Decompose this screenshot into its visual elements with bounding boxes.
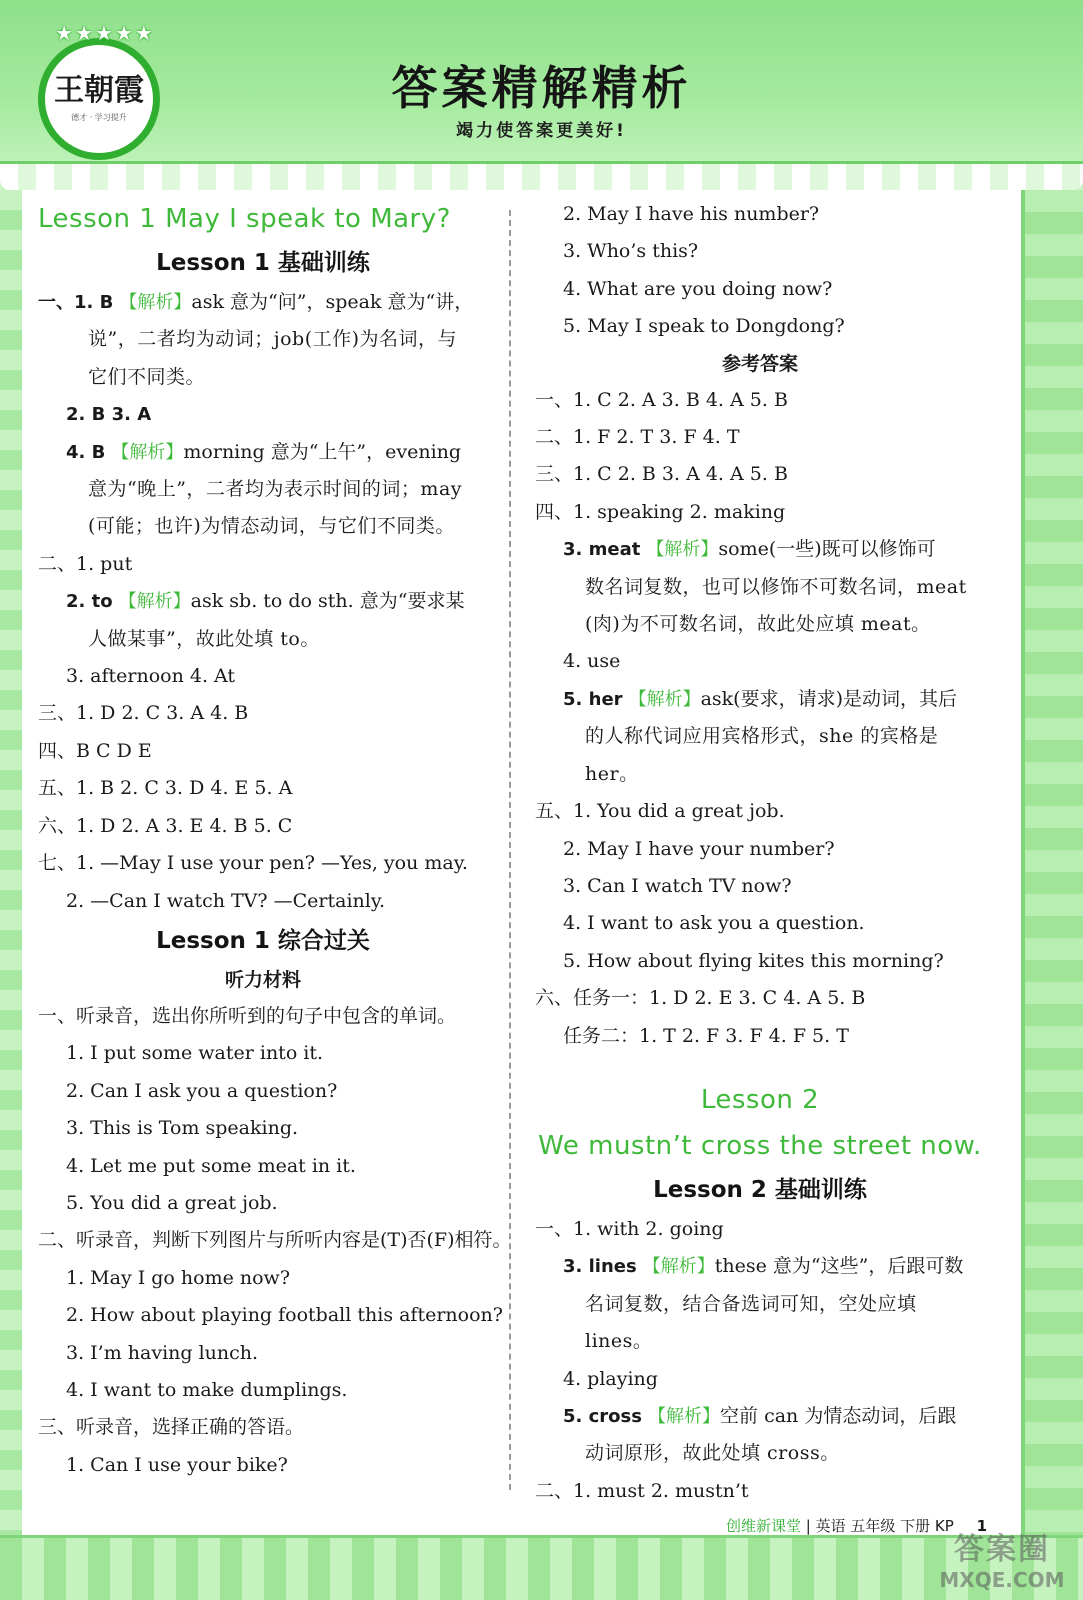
- answer-2-2: 2. to 【解析】ask sb. to do sth. 意为“要求某: [66, 590, 465, 613]
- page-number: 1: [976, 1517, 987, 1535]
- answer-6: 六、1. D 2. A 3. E 4. B 5. C: [38, 814, 293, 837]
- analysis-tag: 【解析】: [648, 1405, 721, 1427]
- listening-part-3-heading: 三、听录音，选择正确的答语。: [38, 1416, 305, 1439]
- list-item: 5. How about flying kites this morning?: [563, 949, 944, 972]
- list-item: 4. I want to make dumplings.: [66, 1378, 348, 1401]
- column-divider: [509, 210, 511, 1490]
- answer-continuation: 人做某事”，故此处填 to。: [88, 627, 320, 650]
- right-border-strip: [1021, 190, 1083, 1550]
- list-item: 3. Can I watch TV now?: [563, 874, 792, 897]
- ref-answer-3: 三、1. C 2. B 3. A 4. A 5. B: [535, 463, 788, 486]
- list-item: 3. This is Tom speaking.: [66, 1117, 299, 1140]
- list-item: 1. I put some water into it.: [66, 1042, 324, 1065]
- footer-info: | 英语 五年级 下册 KP: [805, 1517, 954, 1535]
- list-item: 3. Who’s this?: [563, 240, 699, 263]
- lesson-1-title: Lesson 1 May I speak to Mary?: [38, 204, 451, 234]
- list-item: 2. May I have his number?: [563, 203, 820, 225]
- answer-continuation: 数名词复数，也可以修饰不可数名词，meat: [585, 575, 967, 598]
- logo-subtext: 德才 · 学习提升: [71, 112, 127, 122]
- page-title: 答案精解精析: [391, 61, 692, 115]
- list-item: 4. Let me put some meat in it.: [66, 1154, 356, 1177]
- analysis-tag: 【解析】: [111, 441, 184, 463]
- left-border-strip: [0, 190, 22, 1540]
- ref-answer-5-1: 五、1. You did a great job.: [535, 800, 785, 823]
- bottom-border-band: [0, 1535, 1083, 1600]
- list-item: 5. May I speak to Dongdong?: [563, 315, 845, 338]
- list-item: 2. May I have your number?: [563, 837, 835, 860]
- lesson-2-title: Lesson 2: [700, 1084, 820, 1115]
- right-column: [535, 196, 985, 1510]
- lesson-2-subtitle: We mustn’t cross the street now.: [538, 1130, 982, 1161]
- answer-1-1: 一、1. B 【解析】ask 意为“问”，speak 意为“讲，: [38, 291, 474, 313]
- ref-answer-1: 一、1. C 2. A 3. B 4. A 5. B: [535, 388, 788, 411]
- list-item: 4. What are you doing now?: [563, 277, 833, 300]
- answer-continuation: 动词原形，故此处填 cross。: [585, 1442, 840, 1465]
- list-item: 5. You did a great job.: [66, 1191, 278, 1214]
- reference-answers-title: 参考答案: [721, 352, 798, 375]
- answer-continuation: 它们不同类。: [88, 365, 206, 388]
- answer-continuation: 说”，二者均为动词；job(工作)为名词，与: [88, 328, 458, 351]
- listening-part-2-heading: 二、听录音，判断下列图片与所听内容是(T)否(F)相符。: [38, 1229, 512, 1252]
- answer-5: 五、1. B 2. C 3. D 4. E 5. A: [38, 777, 293, 800]
- ref-answer-6-task1: 六、任务一：1. D 2. E 3. C 4. A 5. B: [535, 987, 866, 1010]
- answer-3: 三、1. D 2. C 3. A 4. B: [38, 702, 249, 725]
- answer-continuation: 意为“晚上”，二者均为表示时间的词；may: [88, 478, 463, 501]
- list-item: 3. I’m having lunch.: [66, 1341, 259, 1364]
- answer-4: 四、B C D E: [38, 739, 152, 762]
- l2-answer-5: 5. cross 【解析】空前 can 为情态动词，后跟: [563, 1404, 957, 1427]
- answer-continuation: (肉)为不可数名词，故此处应填 meat。: [585, 613, 931, 636]
- answer-1-2: 2. B 3. A: [66, 404, 152, 426]
- answer-continuation: lines。: [585, 1330, 653, 1353]
- ref-answer-4-5: 5. her 【解析】ask(要求，请求)是动词，其后: [563, 687, 957, 710]
- section-title-basic-2: Lesson 2 基础训练: [653, 1176, 867, 1203]
- answer-1-4: 4. B 【解析】morning 意为“上午”，evening: [66, 440, 462, 463]
- watermark-url: MXQE.COM: [939, 1568, 1065, 1592]
- answer-continuation: 名词复数，结合备选词可知，空处应填: [585, 1292, 917, 1315]
- ref-answer-4-4: 4. use: [563, 650, 621, 673]
- answer-continuation: (可能；也许)为情态动词，与它们不同类。: [88, 515, 455, 538]
- ref-answer-4: 四、1. speaking 2. making: [535, 500, 786, 523]
- analysis-tag: 【解析】: [642, 1256, 715, 1278]
- analysis-tag: 【解析】: [646, 539, 719, 561]
- section-title-comprehensive: Lesson 1 综合过关: [156, 927, 370, 954]
- ref-answer-6-task2: 任务二：1. T 2. F 3. F 4. F 5. T: [563, 1024, 849, 1047]
- answer-2-3: 3. afternoon 4. At: [66, 665, 236, 688]
- l2-answer-4: 4. playing: [563, 1367, 658, 1390]
- ref-answer-4-3: 3. meat 【解析】some(一些)既可以修饰可: [563, 538, 936, 561]
- list-item: 4. I want to ask you a question.: [563, 912, 865, 935]
- list-item: 2. Can I ask you a question?: [66, 1079, 338, 1102]
- watermark: [927, 1524, 1077, 1592]
- answer-continuation: 的人称代词应用宾格形式，she 的宾格是: [585, 725, 939, 748]
- answer-7-2: 2. —Can I watch TV? —Certainly.: [66, 889, 386, 912]
- list-item: 2. How about playing football this afternoon?: [66, 1304, 503, 1327]
- analysis-tag: 【解析】: [119, 292, 192, 313]
- analysis-tag: 【解析】: [118, 591, 191, 613]
- answer-2-1: 二、1. put: [38, 552, 133, 575]
- footer-brand: 创维新课堂: [725, 1517, 801, 1535]
- section-title-basic: Lesson 1 基础训练: [156, 250, 370, 276]
- ref-answer-2: 二、1. F 2. T 3. F 4. T: [535, 426, 740, 449]
- list-item: 1. May I go home now?: [66, 1266, 291, 1289]
- answer-7-1: 七、1. —May I use your pen? —Yes, you may.: [38, 852, 468, 875]
- left-column: [38, 196, 512, 1484]
- logo-text: 王朝霞: [54, 72, 144, 108]
- analysis-tag: 【解析】: [628, 688, 701, 710]
- watermark-text: 答案圈: [954, 1532, 1050, 1567]
- page-subtitle: 竭力使答案更美好!: [456, 121, 627, 141]
- l2-answer-2: 二、1. must 2. mustn’t: [535, 1479, 749, 1502]
- l2-answer-1: 一、1. with 2. going: [535, 1217, 724, 1240]
- listening-part-1-heading: 一、听录音，选出你所听到的句子中包含的单词。: [38, 1004, 457, 1027]
- logo-stars-icon: ★★★★★: [55, 21, 155, 45]
- list-item: 1. Can I use your bike?: [66, 1453, 288, 1476]
- answer-continuation: her。: [585, 762, 639, 785]
- listening-material-title: 听力材料: [224, 968, 301, 991]
- l2-answer-3: 3. lines 【解析】these 意为“这些”，后跟可数: [563, 1255, 964, 1278]
